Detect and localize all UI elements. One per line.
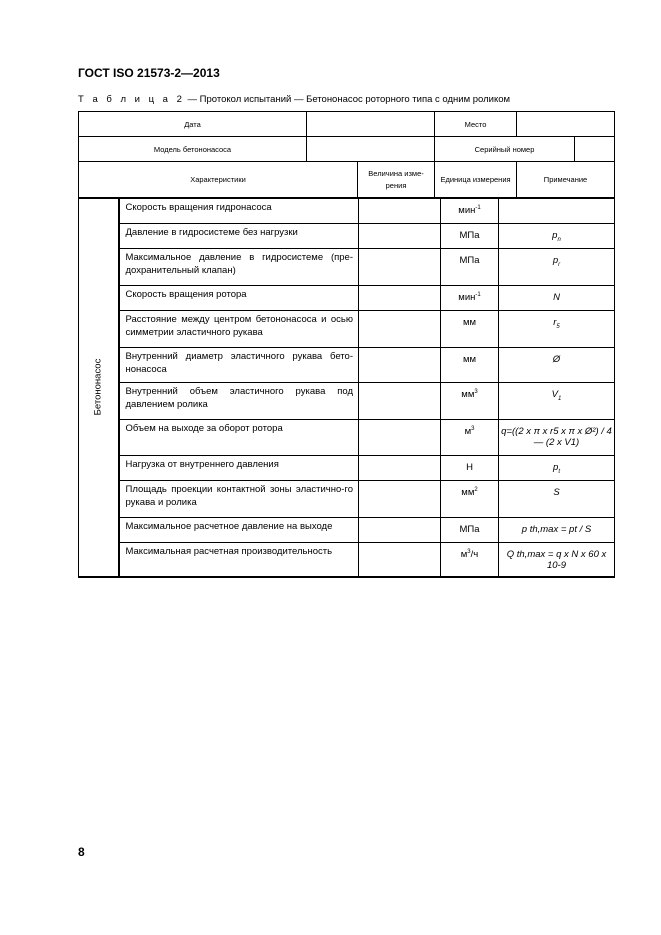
unit-text: Н [466, 462, 473, 473]
unit-exponent: -1 [475, 204, 481, 211]
unit-text: мин [458, 292, 476, 303]
serial-label: Серийный номер [435, 137, 575, 162]
note-text: q=((2 x π x r5 x π x Ø²) / 4 — (2 x V1) [501, 426, 612, 448]
standard-title: ГОСТ ISO 21573-2—2013 [78, 66, 220, 80]
place-value[interactable] [517, 112, 615, 137]
table-row [79, 518, 615, 543]
unit-cell [441, 518, 499, 543]
measured-value[interactable] [359, 311, 441, 348]
table-row [79, 249, 615, 286]
characteristic-name: Внутренний объем эластичного рукава под давлением ролика [119, 383, 359, 420]
table-row [79, 456, 615, 481]
page-number: 8 [78, 845, 85, 859]
unit-cell [441, 456, 499, 481]
unit-cell [441, 383, 499, 420]
note-cell [499, 249, 615, 286]
unit-text: МПа [459, 524, 480, 535]
note-text: V [551, 389, 558, 400]
unit-cell [441, 420, 499, 456]
unit-text: мм [461, 487, 475, 498]
unit-text: мм [462, 354, 477, 365]
table-row [79, 420, 615, 456]
characteristic-name: Скорость вращения ротора [119, 286, 359, 311]
unit-cell [441, 224, 499, 249]
unit-cell [441, 199, 499, 224]
caption-text: — Протокол испытаний — Бетононасос роторного типа с одним роликом [184, 94, 511, 105]
table-row [79, 348, 615, 383]
table-caption [78, 94, 510, 105]
unit-exponent: 3 [471, 425, 475, 432]
note-subscript: r [558, 261, 561, 268]
protocol-header-table [78, 111, 615, 198]
unit-exponent: -1 [475, 291, 481, 298]
protocol-body-table [78, 198, 615, 578]
table-row [79, 311, 615, 348]
serial-value[interactable] [575, 137, 615, 162]
note-subscript: 5 [556, 323, 560, 330]
note-cell [499, 348, 615, 383]
note-text: Q th,max = q x N x 60 x 10-9 [506, 549, 607, 571]
note-cell [499, 456, 615, 481]
table-row [79, 543, 615, 577]
note-cell [499, 543, 615, 577]
measured-value[interactable] [359, 286, 441, 311]
unit-text: мин [458, 205, 476, 216]
place-label: Место [435, 112, 517, 137]
measured-value[interactable] [359, 543, 441, 577]
measured-value[interactable] [359, 481, 441, 518]
characteristic-name: Скорость вращения гидронасоса [119, 199, 359, 224]
note-text: Ø [552, 354, 561, 365]
note-text: p [553, 462, 559, 473]
measured-value[interactable] [359, 420, 441, 456]
unit-cell [441, 286, 499, 311]
characteristic-name: Площадь проекции контактной зоны эластично-го рукава и ролика [119, 481, 359, 518]
characteristic-name: Максимальное давление в гидросистеме (пре-дохранительный клапан) [119, 249, 359, 286]
date-value[interactable] [307, 112, 435, 137]
unit-suffix: /ч [470, 549, 479, 560]
unit-cell [441, 543, 499, 577]
characteristic-name: Максимальное расчетное давление на выходе [119, 518, 359, 543]
note-text: r [553, 317, 557, 328]
group-label: Бетононасос [92, 358, 104, 416]
note-cell [499, 383, 615, 420]
table-row [79, 224, 615, 249]
unit-cell [441, 481, 499, 518]
table-row [79, 199, 615, 224]
note-cell [499, 518, 615, 543]
model-value[interactable] [307, 137, 435, 162]
measured-value[interactable] [359, 249, 441, 286]
characteristic-name: Давление в гидросистеме без нагрузки [119, 224, 359, 249]
table-row [79, 383, 615, 420]
note-cell [499, 224, 615, 249]
unit-exponent: 3 [467, 548, 471, 555]
characteristic-name: Нагрузка от внутреннего давления [119, 456, 359, 481]
note-subscript: n [557, 236, 561, 243]
characteristic-name: Внутренний диаметр эластичного рукава бето-нонасоса [119, 348, 359, 383]
note-text: p th,max = pt / S [521, 524, 592, 535]
measured-value[interactable] [359, 456, 441, 481]
characteristic-name: Максимальная расчетная производительность [119, 543, 359, 577]
caption-prefix: Т а б л и ц а 2 [78, 94, 185, 105]
unit-cell [441, 311, 499, 348]
note-text: N [553, 292, 560, 303]
table-row [79, 286, 615, 311]
note-cell [499, 199, 615, 224]
note-cell [499, 481, 615, 518]
unit-cell [441, 249, 499, 286]
col-unit: Единица измерения [435, 162, 517, 198]
table-row [79, 481, 615, 518]
measured-value[interactable] [359, 199, 441, 224]
note-text: p [552, 230, 558, 241]
measured-value[interactable] [359, 383, 441, 420]
note-subscript: 1 [558, 395, 562, 402]
col-note: Примечание [517, 162, 615, 198]
characteristic-name: Расстояние между центром бетононасоса и осью симметрии эластичного рукава [119, 311, 359, 348]
unit-exponent: 2 [474, 486, 478, 493]
note-cell [499, 286, 615, 311]
unit-text: м [464, 426, 472, 437]
col-value: Величина изме-рения [358, 162, 435, 198]
group-label-cell [79, 199, 119, 577]
measured-value[interactable] [359, 518, 441, 543]
measured-value[interactable] [359, 348, 441, 383]
unit-text: МПа [459, 255, 480, 266]
characteristic-name: Объем на выходе за оборот ротора [119, 420, 359, 456]
date-label: Дата [79, 112, 307, 137]
unit-exponent: 3 [474, 388, 478, 395]
unit-text: мм [462, 317, 477, 328]
note-text: S [553, 487, 560, 498]
note-cell [499, 420, 615, 456]
unit-text: м [460, 549, 468, 560]
model-label: Модель бетононасоса [79, 137, 307, 162]
note-subscript: t [558, 468, 560, 475]
note-text: p [552, 255, 559, 266]
unit-cell [441, 348, 499, 383]
unit-text: МПа [459, 230, 480, 241]
col-characteristics: Характеристики [79, 162, 358, 198]
unit-text: мм [461, 389, 475, 400]
note-cell [499, 311, 615, 348]
measured-value[interactable] [359, 224, 441, 249]
